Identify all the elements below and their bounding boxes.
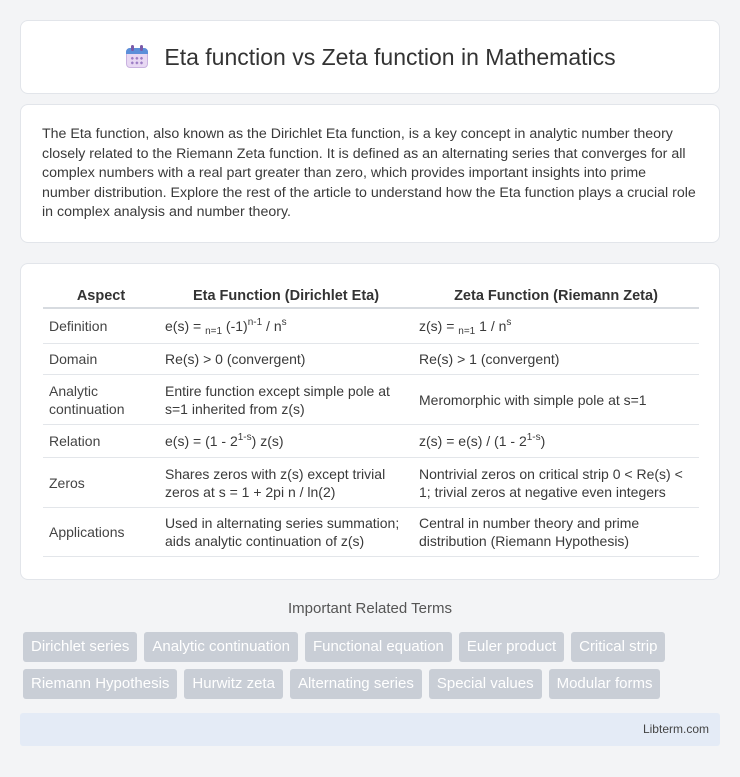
tag-row bbox=[23, 632, 723, 662]
tag-special-values[interactable]: Special values bbox=[429, 669, 542, 699]
row-aspect: Zeros bbox=[43, 458, 159, 508]
tag-dirichlet-series[interactable]: Dirichlet series bbox=[23, 632, 137, 662]
table-row bbox=[43, 309, 699, 344]
zeta-cell: Central in number theory and prime distribution (Riemann Hypothesis) bbox=[413, 508, 699, 557]
tag-hurwitz-zeta[interactable]: Hurwitz zeta bbox=[184, 669, 283, 699]
tag-critical-strip[interactable]: Critical strip bbox=[571, 632, 665, 662]
row-aspect: Definition bbox=[43, 309, 159, 344]
header-eta: Eta Function (Dirichlet Eta) bbox=[159, 284, 413, 309]
tag-euler-product[interactable]: Euler product bbox=[459, 632, 564, 662]
row-aspect: Analytic continuation bbox=[43, 375, 159, 425]
eta-cell: Used in alternating series summation; aids analytic continuation of z(s) bbox=[159, 508, 413, 557]
row-aspect: Applications bbox=[43, 508, 159, 557]
zeta-relation: z(s) = e(s) / (1 - 2$^{1-s}$) bbox=[413, 425, 699, 458]
tag-functional-equation[interactable]: Functional equation bbox=[305, 632, 452, 662]
table-row bbox=[43, 425, 699, 458]
related-terms-title: Important Related Terms bbox=[288, 600, 452, 617]
zeta-cell: Nontrivial zeros on critical strip 0 < Re(s) < 1; trivial zeros at negative even integers bbox=[413, 458, 699, 508]
tag-riemann-hypothesis[interactable]: Riemann Hypothesis bbox=[23, 669, 177, 699]
eta-cell: Re(s) > 0 (convergent) bbox=[159, 344, 413, 375]
zeta-definition: z(s) = $_{n=1}$ $1 / n^s$ bbox=[413, 309, 699, 344]
table-header-row bbox=[43, 284, 699, 309]
comparison-card bbox=[20, 263, 720, 580]
zeta-cell: Meromorphic with simple pole at s=1 bbox=[413, 375, 699, 425]
tag-analytic-continuation[interactable]: Analytic continuation bbox=[144, 632, 298, 662]
eta-cell: Shares zeros with z(s) except trivial zeros at s = 1 + 2pi n / ln(2) bbox=[159, 458, 413, 508]
eta-definition: e(s) = $_{n=1}$ $(-1)^{n-1} / n^s$ bbox=[159, 309, 413, 344]
tag-row bbox=[23, 669, 723, 699]
footer bbox=[20, 713, 720, 746]
related-terms-tags bbox=[23, 632, 723, 706]
table-row bbox=[43, 458, 699, 508]
title-wrap bbox=[124, 44, 615, 71]
header-zeta: Zeta Function (Riemann Zeta) bbox=[413, 284, 699, 309]
intro-card bbox=[20, 104, 720, 243]
page-title: Eta function vs Zeta function in Mathematics bbox=[164, 43, 616, 70]
tag-alternating-series[interactable]: Alternating series bbox=[290, 669, 422, 699]
row-aspect: Relation bbox=[43, 425, 159, 458]
calendar-icon bbox=[124, 44, 150, 70]
table-row bbox=[43, 344, 699, 375]
tag-modular-forms[interactable]: Modular forms bbox=[549, 669, 661, 699]
footer-brand-link[interactable]: Libterm.com bbox=[642, 722, 709, 736]
header-card bbox=[20, 20, 720, 94]
table-row bbox=[43, 508, 699, 557]
row-aspect: Domain bbox=[43, 344, 159, 375]
intro-paragraph: The Eta function, also known as the Dirichlet Eta function, is a key concept in analytic number theory closely related to the Riemann Zeta function. It is defined as an alternating series that converges for all complex numbers with a real part greater than zero, which provides important insights into prime number distribution. Explore the rest of the article to understand how the Eta function plays a crucial role in complex analysis and number theory. bbox=[42, 126, 696, 220]
zeta-cell: Re(s) > 1 (convergent) bbox=[413, 344, 699, 375]
eta-relation: e(s) = (1 - 2$^{1-s}$) z(s) bbox=[159, 425, 413, 458]
table-row bbox=[43, 375, 699, 425]
eta-cell: Entire function except simple pole at s=1 inherited from z(s) bbox=[159, 375, 413, 425]
comparison-table bbox=[43, 284, 699, 557]
header-aspect: Aspect bbox=[43, 284, 159, 309]
